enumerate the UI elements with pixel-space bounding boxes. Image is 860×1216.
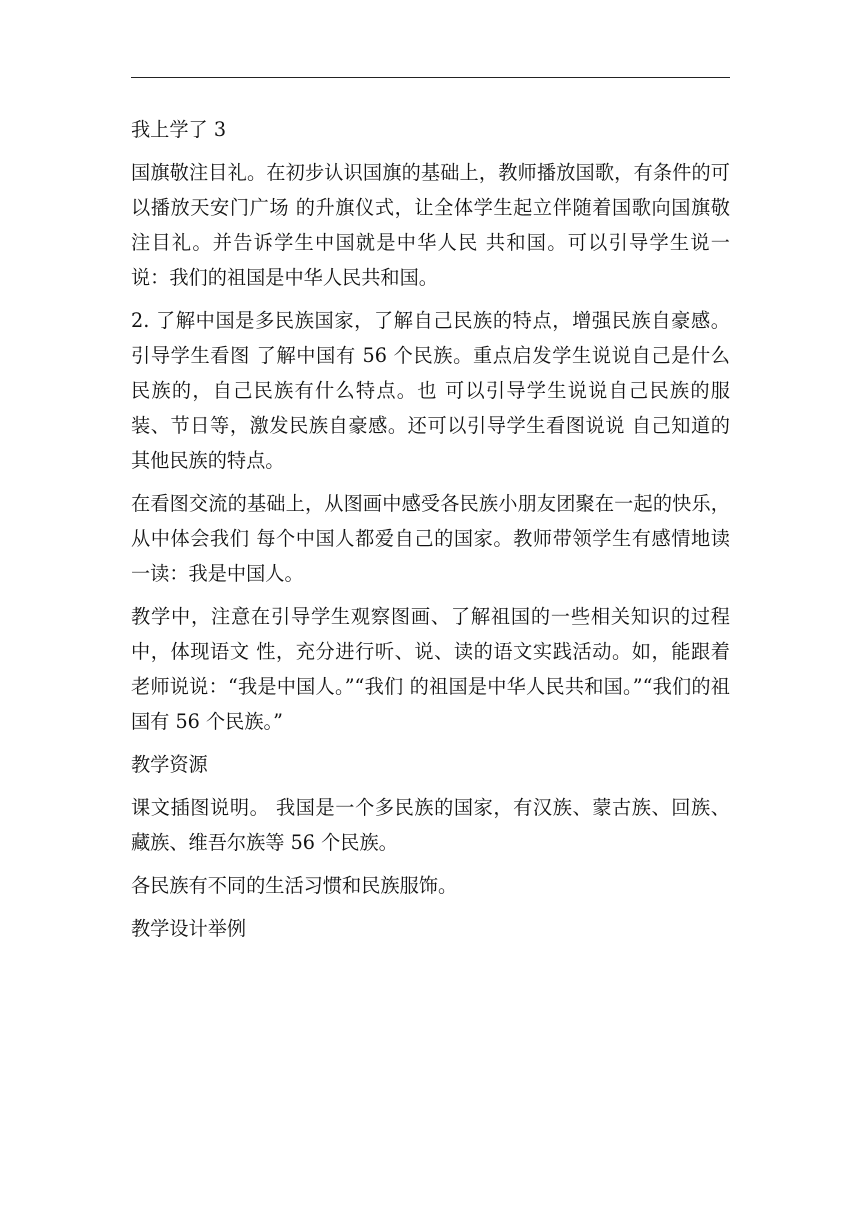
paragraph: 在看图交流的基础上，从图画中感受各民族小朋友团聚在一起的快乐，从中体会我们 每个中国人都爱自己的国家。教师带领学生有感情地读一读：我是中国人。	[131, 492, 730, 585]
paragraph: 课文插图说明。 我国是一个多民族的国家，有汉族、蒙古族、回族、藏族、维吾尔族等 56 个民族。	[131, 796, 730, 854]
document-body	[131, 112, 730, 946]
section-heading: 教学资源	[131, 753, 208, 776]
section-heading: 教学设计举例	[131, 917, 247, 940]
paragraph: 2. 了解中国是多民族国家，了解自己民族的特点，增强民族自豪感。引导学生看图 了解中国有 56 个民族。重点启发学生说说自己是什么民族的，自己民族有什么特点。也 可以引导学生说说自己民族的服装、节日等，激发民族自豪感。还可以引导学生看图说说 自己知道的其他民族的特点。	[131, 309, 730, 472]
header-rule	[131, 77, 730, 78]
paragraph: 教学中，注意在引导学生观察图画、了解祖国的一些相关知识的过程中，体现语文 性，充分进行听、说、读的语文实践活动。如，能跟着老师说说：“我是中国人。”“我们 的祖国是中华人民共和国。”“我们的祖国有 56 个民族。”	[131, 605, 730, 733]
section-heading: 我上学了 3	[131, 118, 227, 141]
paragraph: 国旗敬注目礼。在初步认识国旗的基础上，教师播放国歌，有条件的可以播放天安门广场 的升旗仪式，让全体学生起立伴随着国歌向国旗敬注目礼。并告诉学生中国就是中华人民 共和国。可以引导学生说一说：我们的祖国是中华人民共和国。	[131, 161, 730, 289]
paragraph: 各民族有不同的生活习惯和民族服饰。	[131, 874, 458, 897]
